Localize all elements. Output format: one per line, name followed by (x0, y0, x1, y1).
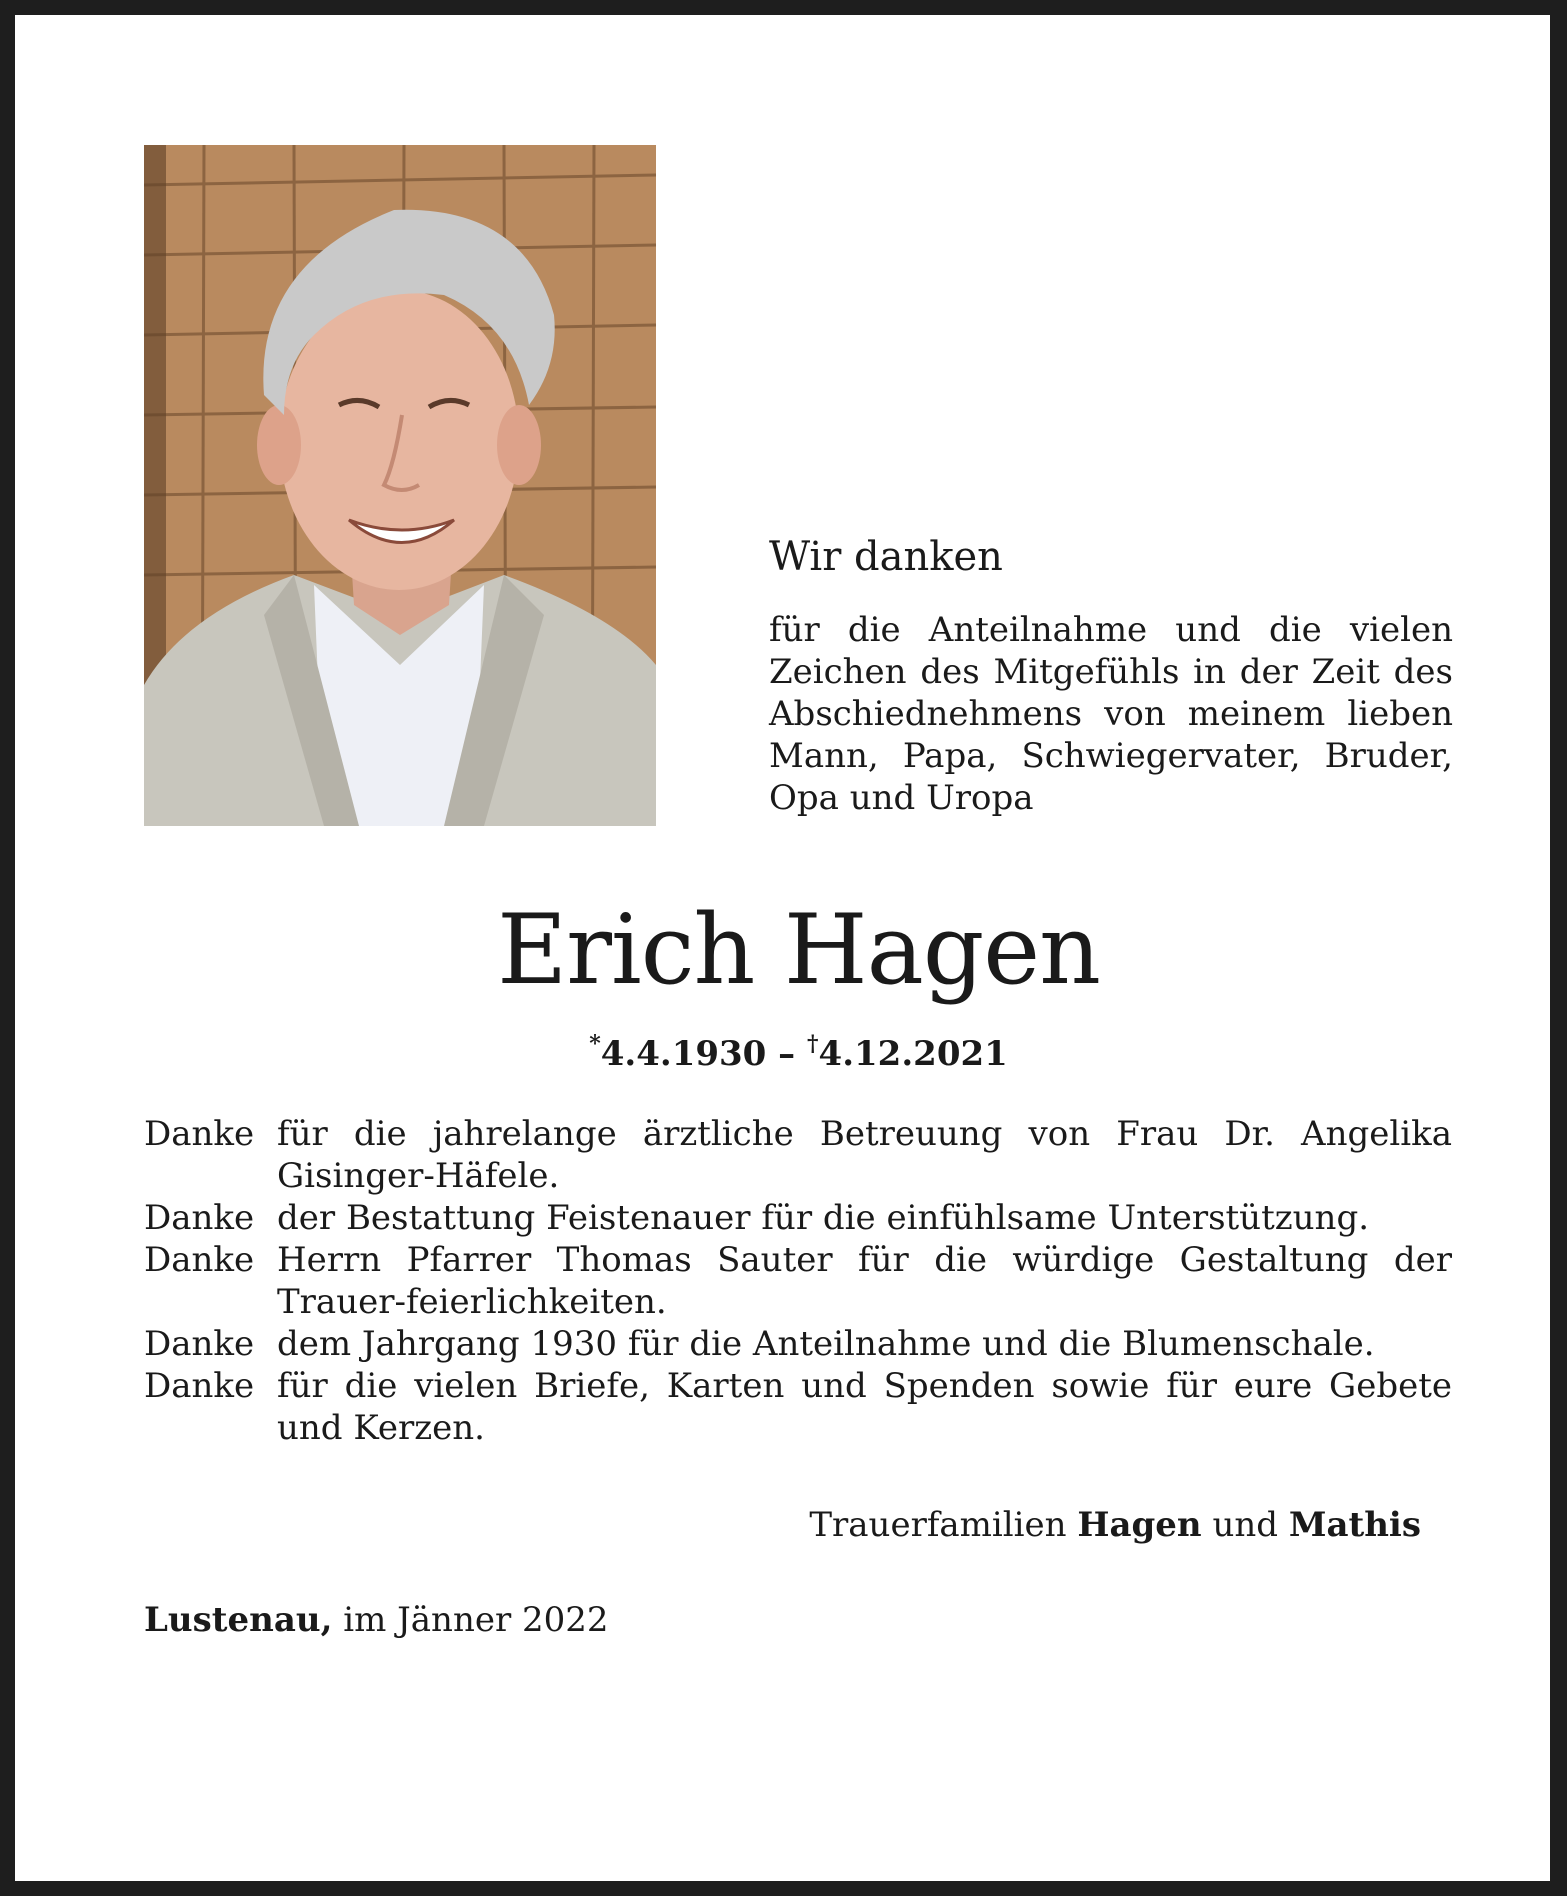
danke-label: Danke (144, 1198, 255, 1238)
place-city: Lustenau, (144, 1600, 333, 1640)
danke-label: Danke (144, 1240, 255, 1280)
danke-row (144, 1239, 1452, 1323)
family-signature (809, 1503, 1421, 1547)
danke-row (144, 1197, 1452, 1239)
deceased-name: Erich Hagen (497, 894, 1100, 1006)
danke-text: der Bestattung Feistenauer für die einfühlsame Unterstützung. (277, 1198, 1370, 1238)
death-cross-icon: † (807, 1031, 819, 1057)
thanks-intro-block (769, 529, 1453, 819)
danke-text: für die jahrelange ärztliche Betreuung von Frau Dr. Angelika Gisinger-Häfele. (277, 1114, 1452, 1196)
birth-date: 4.4.1930 (600, 1034, 767, 1074)
intro-text: für die Anteilnahme und die vielen Zeichen des Mitgefühls in der Zeit des Abschiednehmens von meinem lieben Mann, Papa, Schwiegervater, Bruder, Opa und Uropa (769, 610, 1453, 818)
signature-prefix: Trauerfamilien (809, 1505, 1067, 1545)
signature-conjunction: und (1212, 1505, 1279, 1545)
danke-row (144, 1365, 1452, 1449)
life-dates (15, 1022, 1567, 1076)
obituary-card (15, 15, 1550, 1881)
danke-row (144, 1323, 1452, 1365)
danke-text: für die vielen Briefe, Karten und Spenden sowie für eure Gebete und Kerzen. (277, 1366, 1452, 1448)
heading: Wir danken (769, 534, 1003, 580)
family-name-mathis: Mathis (1288, 1505, 1421, 1545)
family-name-hagen: Hagen (1077, 1505, 1202, 1545)
danke-list (144, 1113, 1452, 1449)
death-date: 4.12.2021 (818, 1034, 1008, 1074)
danke-label: Danke (144, 1114, 255, 1154)
danke-label: Danke (144, 1324, 255, 1364)
danke-label: Danke (144, 1366, 255, 1406)
danke-row (144, 1113, 1452, 1197)
place-and-date (144, 1598, 609, 1642)
danke-text: dem Jahrgang 1930 für die Anteilnahme und die Blumenschale. (277, 1324, 1375, 1364)
birth-star-icon: * (589, 1031, 601, 1057)
place-date: im Jänner 2022 (343, 1600, 609, 1640)
portrait-photo-icon (144, 145, 656, 826)
portrait-illustration (144, 145, 656, 826)
danke-text: Herrn Pfarrer Thomas Sauter für die würdige Gestaltung der Trauer-feierlichkeiten. (277, 1240, 1452, 1322)
date-separator: – (766, 1034, 808, 1074)
